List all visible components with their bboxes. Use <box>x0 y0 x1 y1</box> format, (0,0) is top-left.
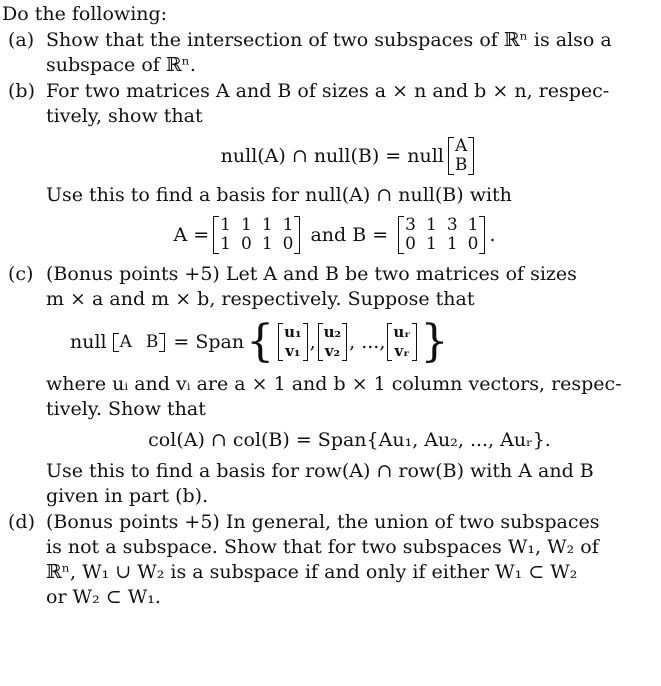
eq1-lhs: null(A) ∩ null(B) = null <box>220 144 444 167</box>
heading: Do the following: <box>2 3 168 25</box>
part-d-label: (d) <box>8 511 35 533</box>
part-c-line3: where uᵢ and vᵢ are a × 1 and b × 1 column vectors, respec- <box>46 373 622 395</box>
matrix-A <box>213 216 300 254</box>
part-a-label: (a) <box>8 29 35 51</box>
brace-close: } <box>420 316 449 367</box>
matrix-cell: A <box>119 331 132 352</box>
matrix-cell: 1 <box>240 215 252 235</box>
part-b-label: (b) <box>8 80 35 102</box>
brace-open: { <box>246 316 275 367</box>
part-c-line5: Use this to find a basis for row(A) ∩ row(B) with A and B <box>46 460 594 482</box>
part-b-line3: Use this to find a basis for null(A) ∩ null(B) with <box>46 184 512 206</box>
eq3: col(A) ∩ col(B) = Span{Au₁, Au₂, ..., Auᵣ}. <box>148 429 551 451</box>
matrix-cell: 1 <box>261 215 273 235</box>
vector-2 <box>318 323 347 361</box>
part-d-line1: (Bonus points +5) In general, the union of two subspaces <box>46 511 600 533</box>
part-c-line4: tively. Show that <box>46 398 206 420</box>
matrix-cell: 1 <box>282 215 294 235</box>
vector-separator: , <box>309 330 316 353</box>
part-d-line2: is not a subspace. Show that for two subspaces W₁, W₂ of <box>46 536 599 558</box>
part-c-line6: given in part (b). <box>46 485 209 507</box>
eq-span: = Span <box>173 330 245 353</box>
part-a <box>2 28 653 78</box>
end-period: . <box>489 223 496 246</box>
matrix-cell: 3 <box>405 215 416 235</box>
vector-cell: u₁ <box>284 323 302 341</box>
matrix-cell: 1 <box>467 215 479 235</box>
ellipsis: , ..., <box>349 330 386 353</box>
matrix-cell: 0 <box>405 234 416 254</box>
vector-1 <box>278 323 307 361</box>
equation-col-intersection <box>46 428 653 453</box>
matrix-B <box>398 216 485 254</box>
part-c-label: (c) <box>8 263 34 285</box>
matrix-cell: 1 <box>426 215 437 235</box>
equation-null-span <box>46 316 653 367</box>
part-a-line1: Show that the intersection of two subspaces of ℝⁿ is also a <box>46 29 612 51</box>
part-c-line1: (Bonus points +5) Let A and B be two matrices of sizes <box>46 263 577 285</box>
part-d <box>2 510 653 610</box>
part-b-line1: For two matrices A and B of sizes a × n and b × n, respec- <box>46 80 610 102</box>
matrix-cell: 1 <box>220 215 231 235</box>
vector-cell: v₂ <box>324 342 341 360</box>
matrix-cell: 1 <box>426 234 437 254</box>
vector-cell: v₁ <box>285 342 301 360</box>
matrix-cell: A <box>454 136 468 156</box>
equation-null-intersection <box>46 137 653 175</box>
part-d-line4: or W₂ ⊂ W₁. <box>46 586 161 608</box>
equation-A-and-B <box>16 216 653 254</box>
part-b <box>2 79 653 254</box>
matrix-cell: 0 <box>240 234 252 254</box>
part-c-line2: m × a and m × b, respectively. Suppose that <box>46 288 475 310</box>
matrix-cell: 1 <box>446 234 458 254</box>
matrix-cell: 3 <box>446 215 458 235</box>
vector-cell: u₂ <box>323 323 342 341</box>
part-a-line2: subspace of ℝⁿ. <box>46 54 196 76</box>
part-c <box>2 262 653 509</box>
matrix-cell: B <box>145 331 159 352</box>
vector-cell: uᵣ <box>393 323 411 341</box>
matrix-cell: 0 <box>282 234 294 254</box>
and-B-label: and B = <box>310 223 389 246</box>
stacked-matrix-AB <box>448 137 475 175</box>
A-label: A = <box>173 223 210 246</box>
matrix-cell: 1 <box>261 234 273 254</box>
matrix-cell: 0 <box>467 234 479 254</box>
null-label: null <box>70 330 107 353</box>
block-matrix-AB <box>113 333 166 352</box>
vector-cell: vᵣ <box>394 342 410 360</box>
part-d-line3: ℝⁿ, W₁ ∪ W₂ is a subspace if and only if either W₁ ⊂ W₂ <box>46 561 578 583</box>
part-b-line2: tively, show that <box>46 105 203 127</box>
matrix-cell: B <box>454 155 468 175</box>
vector-r <box>387 323 416 361</box>
matrix-cell: 1 <box>220 234 231 254</box>
